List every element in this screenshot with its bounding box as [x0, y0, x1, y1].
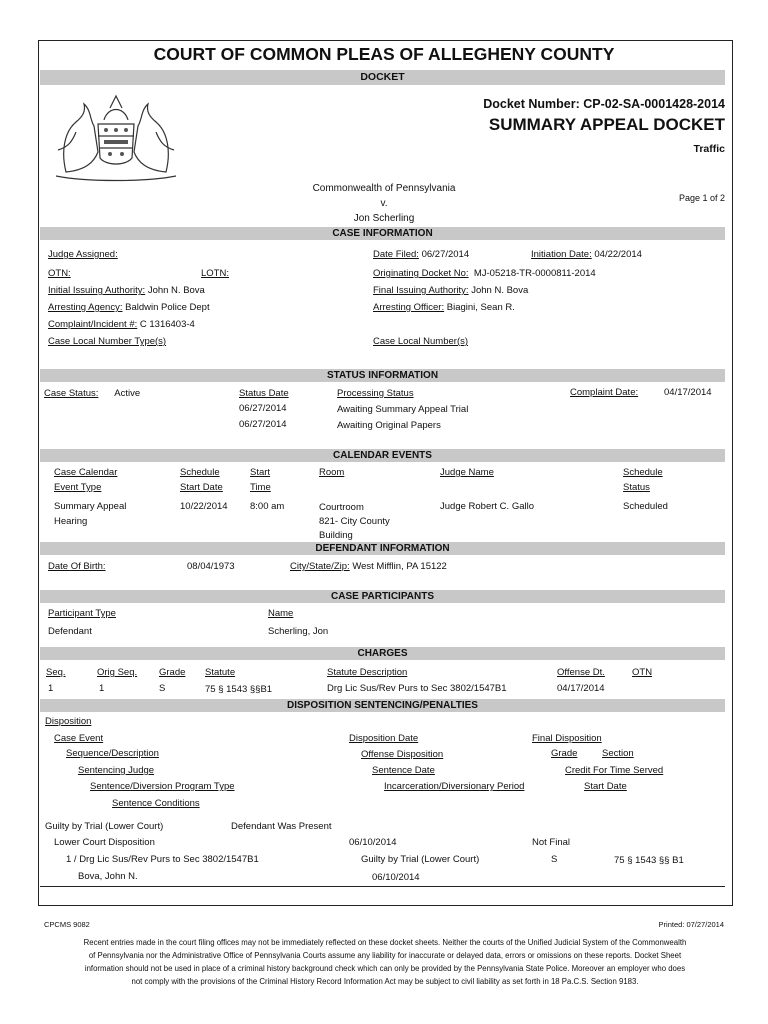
disp-final-disp: Final Disposition	[532, 733, 602, 744]
status-date-label: Status Date	[239, 388, 289, 399]
legal-notice: Recent entries made in the court filing offices may not be immediately reflected on these docket sheets. Neither the courts of the Unified Judicial System of the Commonwealth of Pennsylvania nor the Administrative Office of Pennsylvania Courts assume any liability for inaccurate or delayed data, errors or omissions on these reports. Docket Sheet information should not be used in place of a criminal history background check which can only be provided by the Pennsylvania State Police. Moreover an employer who does not comply with the provisions of the Criminal History Record Information Act may be subject to civil liability as set forth in 18 Pa.C.S. Section 9183.	[83, 938, 687, 986]
cal-event-2: Hearing	[54, 516, 88, 527]
charge-h-otn: OTN	[632, 667, 653, 678]
cal-h-room: Room	[319, 467, 345, 478]
disp-row2-left: Lower Court Disposition	[54, 837, 155, 848]
court-title: COURT OF COMMON PLEAS OF ALLEGHENY COUNTY	[153, 44, 615, 64]
date-filed: 06/27/2014	[421, 249, 470, 260]
caption-line3: Jon Scherling	[353, 213, 415, 224]
charge-h-desc: Statute Description	[327, 667, 408, 678]
date-filed-label: Date Filed:	[373, 249, 419, 260]
cal-judge: Judge Robert C. Gallo	[440, 501, 534, 512]
charge-desc: Drg Lic Sus/Rev Purs to Sec 3802/1547B1	[327, 683, 507, 694]
judge-assigned-label: Judge Assigned:	[48, 249, 118, 260]
caption-line1: Commonwealth of Pennsylvania	[312, 183, 456, 194]
cal-h-time: Time	[250, 482, 271, 493]
disp-row3-grade: S	[551, 854, 558, 865]
disp-row3-left: 1 / Drg Lic Sus/Rev Purs to Sec 3802/1547B1	[66, 854, 259, 865]
disp-sent-date: Sentence Date	[372, 765, 435, 776]
disp-row2-date: 06/10/2014	[349, 837, 397, 848]
dob-label: Date Of Birth:	[48, 561, 106, 572]
disp-start-date: Start Date	[584, 781, 627, 792]
cal-time: 8:00 am	[250, 501, 285, 512]
docket-type: SUMMARY APPEAL DOCKET	[488, 115, 725, 134]
calendar-events-header: CALENDAR EVENTS	[40, 449, 725, 462]
disp-incarc: Incarceration/Diversionary Period	[384, 781, 525, 792]
disp-row4-left: Bova, John N.	[78, 871, 138, 882]
printed-date: Printed: 07/27/2014	[658, 920, 724, 929]
status-row-status: Awaiting Summary Appeal Trial	[337, 404, 469, 415]
dob: 08/04/1973	[187, 561, 235, 572]
cal-h-schedule2: Schedule	[623, 467, 663, 478]
cal-room-2: 821- City County	[319, 516, 390, 527]
disposition-label: Disposition	[45, 716, 92, 727]
cal-status: Scheduled	[623, 501, 668, 512]
disp-row3-disp: Guilty by Trial (Lower Court)	[361, 854, 480, 865]
form-id: CPCMS 9082	[44, 920, 90, 929]
charge-offense: 04/17/2014	[557, 683, 605, 694]
disp-row1-left: Guilty by Trial (Lower Court)	[45, 821, 164, 832]
participant-type: Defendant	[48, 626, 92, 637]
status-row-status: Awaiting Original Papers	[337, 420, 441, 431]
initiation-date-label: Initiation Date:	[531, 249, 592, 260]
disp-sent-judge: Sentencing Judge	[78, 765, 155, 776]
participant-type-label: Participant Type	[48, 608, 116, 619]
disp-sent-prog: Sentence/Diversion Program Type	[90, 781, 235, 792]
charges-header: CHARGES	[40, 647, 725, 660]
disp-row1-mid: Defendant Was Present	[231, 821, 332, 832]
fia-label: Final Issuing Authority:	[373, 285, 469, 296]
case-information-header: CASE INFORMATION	[40, 227, 725, 240]
status-row-date: 06/27/2014	[239, 403, 287, 414]
case-status-label: Case Status:	[44, 388, 99, 399]
iia: John N. Bova	[147, 285, 205, 296]
otn-label: OTN:	[48, 268, 71, 279]
docket-number: Docket Number: CP-02-SA-0001428-2014	[483, 97, 725, 111]
disp-section: Section	[602, 748, 634, 759]
disp-row2-final: Not Final	[532, 837, 571, 848]
cal-h-case-calendar: Case Calendar	[54, 467, 118, 478]
orig-docket: MJ-05218-TR-0000811-2014	[473, 268, 596, 279]
disp-sent-cond: Sentence Conditions	[112, 798, 200, 809]
arresting-officer: Biagini, Sean R.	[446, 302, 515, 313]
cal-h-status: Status	[623, 482, 650, 493]
local-number-label: Case Local Number(s)	[373, 336, 469, 347]
csz-label: City/State/Zip:	[290, 561, 350, 572]
state-seal-icon	[46, 92, 186, 185]
cal-room-3: Building	[319, 530, 353, 541]
docket-subtype: Traffic	[693, 143, 725, 155]
status-information-header: STATUS INFORMATION	[40, 369, 725, 382]
disp-off-disp: Offense Disposition	[361, 749, 444, 760]
arresting-agency: Baldwin Police Dept	[125, 302, 210, 313]
cal-h-start-date: Start Date	[180, 482, 223, 493]
complaint-date-label: Complaint Date:	[570, 387, 639, 398]
lotn-label: LOTN:	[201, 268, 229, 279]
processing-status-label: Processing Status	[337, 388, 414, 399]
cal-date: 10/22/2014	[180, 501, 228, 512]
arresting-officer-label: Arresting Officer:	[373, 302, 445, 313]
case-participants-header: CASE PARTICIPANTS	[40, 590, 725, 603]
charge-h-seq: Seq.	[46, 667, 66, 678]
defendant-information-header: DEFENDANT INFORMATION	[40, 542, 725, 555]
docket-banner: DOCKET	[40, 70, 725, 85]
case-status: Active	[114, 388, 141, 399]
csz: West Mifflin, PA 15122	[352, 561, 447, 572]
charge-h-grade: Grade	[159, 667, 186, 678]
disp-row4-date: 06/10/2014	[372, 872, 420, 883]
cal-event: Summary Appeal	[54, 501, 127, 512]
charge-h-orig: Orig Seq.	[97, 667, 138, 678]
local-type-label: Case Local Number Type(s)	[48, 336, 167, 347]
cal-h-start: Start	[250, 467, 271, 478]
disp-case-event: Case Event	[54, 733, 104, 744]
disp-seq-desc: Sequence/Description	[66, 748, 159, 759]
cal-h-schedule: Schedule	[180, 467, 220, 478]
complaint: C 1316403-4	[139, 319, 195, 330]
disposition-divider	[40, 886, 725, 887]
initiation-date: 04/22/2014	[594, 249, 642, 260]
disp-grade: Grade	[551, 748, 578, 759]
participant-name-label: Name	[268, 608, 294, 619]
charge-h-offense: Offense Dt.	[557, 667, 605, 678]
caption-line2: v.	[380, 198, 388, 209]
disposition-header: DISPOSITION SENTENCING/PENALTIES	[40, 699, 725, 712]
disp-date-label: Disposition Date	[349, 733, 419, 744]
complaint-date: 04/17/2014	[664, 387, 712, 398]
disp-row3-section: 75 § 1543 §§ B1	[614, 855, 684, 866]
orig-docket-label: Originating Docket No:	[373, 268, 469, 279]
status-row-date: 06/27/2014	[239, 419, 287, 430]
charge-statute: 75 § 1543 §§B1	[205, 684, 273, 695]
charge-h-statute: Statute	[205, 667, 236, 678]
charge-seq: 1	[48, 683, 54, 694]
page-info: Page 1 of 2	[678, 193, 725, 203]
fia: John N. Bova	[471, 285, 529, 296]
disp-credit: Credit For Time Served	[565, 765, 664, 776]
cal-h-judge: Judge Name	[440, 467, 494, 478]
charge-grade: S	[159, 683, 166, 694]
cal-room: Courtroom	[319, 502, 364, 513]
cal-h-event-type: Event Type	[54, 482, 102, 493]
charge-orig: 1	[99, 683, 105, 694]
iia-label: Initial Issuing Authority:	[48, 285, 146, 296]
arresting-agency-label: Arresting Agency:	[48, 302, 123, 313]
participant-name: Scherling, Jon	[268, 626, 329, 637]
complaint-label: Complaint/Incident #:	[48, 319, 138, 330]
